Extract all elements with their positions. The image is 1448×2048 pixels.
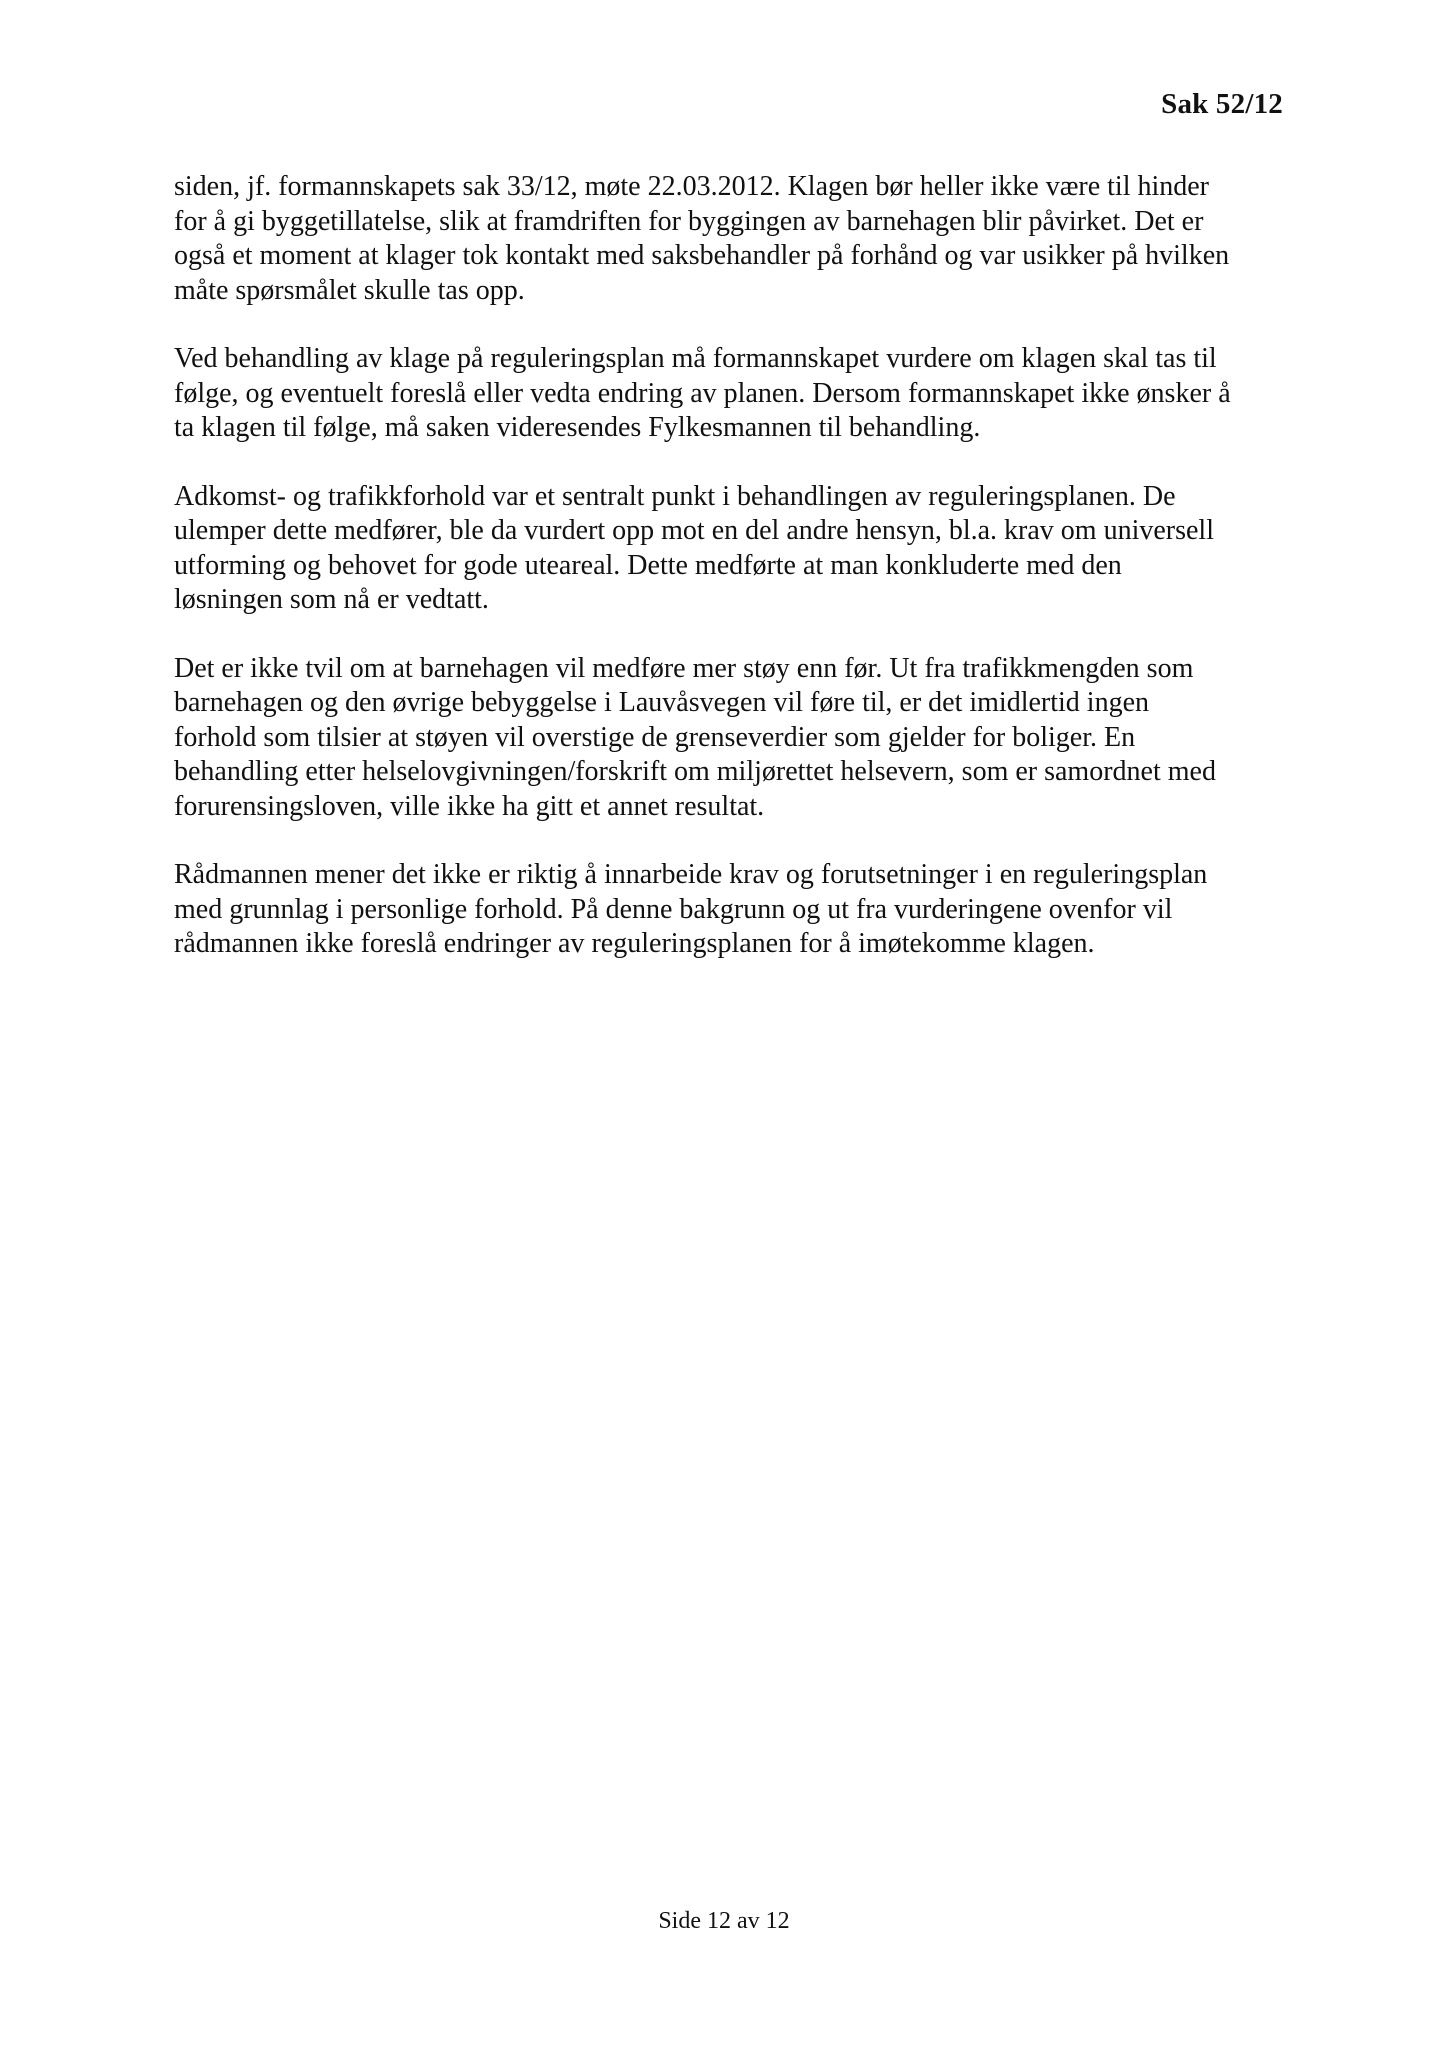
text-line: også et moment at klager tok kontakt med saksbehandler på forhånd og var usikker på hvilken [174, 240, 1230, 271]
text-line: utforming og behovet for gode uteareal. Dette medførte at man konkluderte med den [174, 549, 1122, 581]
text-line: forhold som tilsier at støyen vil overstige de grenseverdier som gjelder for boliger. En [174, 721, 1136, 753]
paragraph-5 [174, 858, 1294, 962]
text-line: følge, og eventuelt foreslå eller vedta endring av planen. Dersom formannskapet ikke ønsker å [174, 377, 1231, 409]
paragraph-3 [174, 480, 1294, 618]
text-line: Det er ikke tvil om at barnehagen vil medføre mer støy enn før. Ut fra trafikkmengden som [174, 652, 1194, 684]
body-text [174, 170, 1294, 996]
paragraph-4 [174, 652, 1294, 825]
text-line: forurensingsloven, ville ikke ha gitt et annet resultat. [174, 790, 765, 822]
text-line: måte spørsmålet skulle tas opp. [174, 274, 525, 306]
text-line: barnehagen og den øvrige bebyggelse i Lauvåsvegen vil føre til, er det imidlertid ingen [174, 687, 1150, 718]
text-line: ulemper dette medfører, ble da vurdert opp mot en del andre hensyn, bl.a. krav om universell [174, 515, 1214, 546]
text-line: Rådmannen mener det ikke er riktig å innarbeide krav og forutsetninger i en reguleringsplan [174, 859, 1208, 890]
page-number-footer: Side 12 av 12 [658, 1908, 790, 1934]
text-line: ta klagen til følge, må saken videresendes Fylkesmannen til behandling. [174, 412, 981, 443]
paragraph-1 [174, 170, 1294, 308]
text-line: siden, jf. formannskapets sak 33/12, møte 22.03.2012. Klagen bør heller ikke være til hinder [174, 171, 1210, 202]
text-line: løsningen som nå er vedtatt. [174, 584, 489, 615]
text-line: rådmannen ikke foreslå endringer av reguleringsplanen for å imøtekomme klagen. [174, 928, 1095, 959]
text-line: Adkomst- og trafikkforhold var et sentralt punkt i behandlingen av reguleringsplanen. De [174, 480, 1176, 512]
case-reference: Sak 52/12 [1161, 88, 1283, 120]
text-line: for å gi byggetillatelse, slik at framdriften for byggingen av barnehagen blir påvirket. Det er [174, 205, 1204, 237]
text-line: behandling etter helselovgivningen/forskrift om miljørettet helsevern, som er samordnet med [174, 756, 1216, 787]
text-line: med grunnlag i personlige forhold. På denne bakgrunn og ut fra vurderingene ovenfor vil [174, 893, 1173, 925]
paragraph-2 [174, 342, 1294, 446]
text-line: Ved behandling av klage på reguleringsplan må formannskapet vurdere om klagen skal tas til [174, 343, 1217, 374]
